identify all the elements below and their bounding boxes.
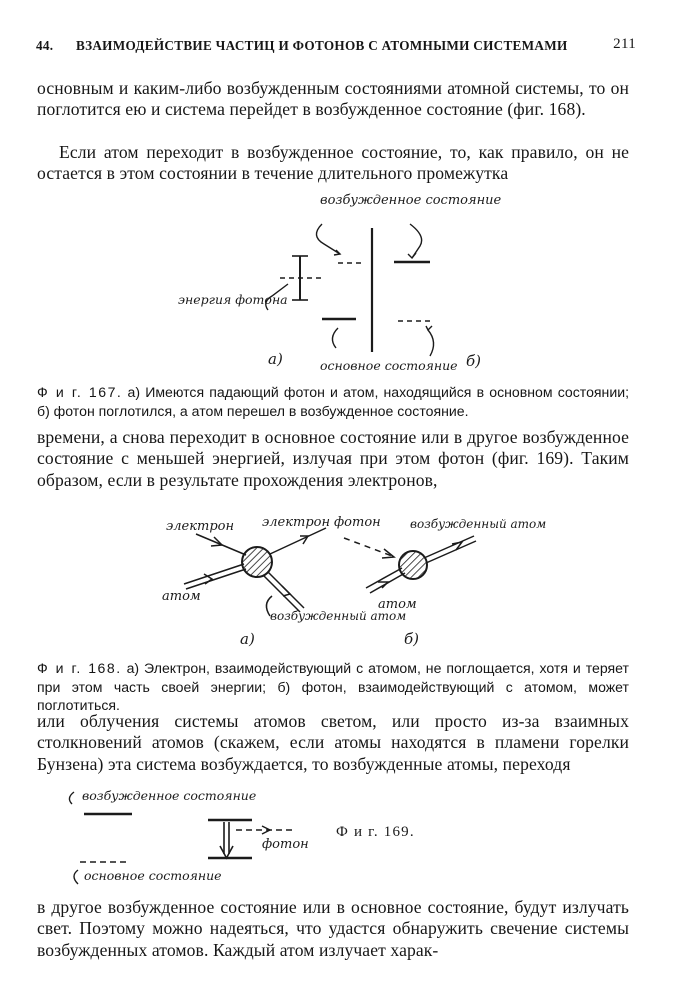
paragraph-3: времени, а снова переходит в основное состояние или в другое возбужденное состояние с меньшей энергией, излучая при этом фотон (фиг. 169). Таким образом, если в результате прохождения электронов,: [37, 427, 629, 490]
fig169-caption: Ф и г. 169.: [336, 824, 415, 840]
paragraph-5: в другое возбужденное состояние или в основное состояние, будут излучать свет. Поэтому можно надеяться, что удастся обнаружить свечение системы возбужденных атомов. Каждый атом излучает харак-: [37, 897, 629, 960]
fig167-part-b: б): [466, 352, 482, 370]
figure-167-caption-text: а) Имеются падающий фотон и атом, находящийся в основном состоянии; б) фотон поглотился, а атом перешел в возбужденное состояние.: [37, 384, 630, 419]
fig168-electron-in-label: электрон: [166, 519, 235, 534]
atom-out-track-b1: [424, 536, 474, 558]
atom-in-track-a2: [186, 569, 246, 589]
fig167-ground-label: основное состояние: [320, 358, 458, 373]
figure-167-drawing: [0, 180, 674, 380]
section-number: 44.: [36, 38, 54, 53]
fig167-part-a: а): [268, 350, 283, 368]
atom-out-track-b2: [426, 541, 476, 563]
atom-b-icon: [399, 551, 427, 579]
figure-169-drawing: [0, 782, 674, 894]
figure-168-drawing: [0, 500, 674, 658]
transition-arrow: [220, 846, 233, 858]
fig168-atom-b-label: атом: [378, 597, 417, 612]
atom-out-track-a2: [264, 576, 300, 612]
figure-168-caption-text: а) Электрон, взаимодействующий с атомом, не поглощается, хотя и теряет при этом часть своей энергии; б) фотон, взаимодействующий с атомом, может поглотиться.: [37, 660, 629, 713]
figure-168: [0, 500, 674, 658]
figure-168-caption-label: Ф и г. 168.: [37, 660, 122, 676]
fig168-part-b: б): [404, 630, 420, 648]
fig169-photon-label: фотон: [262, 837, 309, 852]
atom-a-icon: [242, 547, 272, 577]
fig167-excited-label: возбужденное состояние: [320, 193, 502, 208]
paragraph-1: основным и каким-либо возбужденным состояниями атомной системы, то он поглотится ею и система перейдет в возбужденное состояние (фиг. 168).: [37, 78, 629, 120]
fig169-ground-label: основное состояние: [84, 868, 222, 883]
fig169-excited-label: возбужденное состояние: [82, 788, 257, 803]
electron-out-path: [270, 528, 326, 554]
figure-168-caption: [37, 659, 629, 715]
fig168-photon-label: фотон: [334, 515, 381, 530]
fig168-excited-atom-b-label: возбужденный атом: [410, 517, 547, 531]
atom-in-track-a1: [184, 564, 244, 584]
fig168-part-a: а): [240, 630, 255, 648]
figure-167-caption-label: Ф и г. 167.: [37, 384, 123, 400]
figure-167-caption: [37, 383, 629, 420]
fig168-atom-a-label: атом: [162, 589, 201, 604]
page-number: 211: [613, 36, 636, 52]
fig168-excited-atom-a-label: возбужденный атом: [270, 609, 407, 623]
paragraph-2: Если атом переходит в возбужденное состояние, то, как правило, он не остается в этом состоянии в течение длительного промежутка: [37, 142, 629, 184]
fig167-photon-energy-label: энергия фотона: [178, 292, 288, 307]
figure-169: [0, 782, 674, 894]
photon-path: [344, 538, 392, 556]
fig168-electron-out-label: электрон: [262, 515, 331, 530]
paragraph-4: или облучения системы атомов светом, или просто из-за взаимных столкновений атомов (скажем, если атомы находятся в пламени горелки Бунзена) эта система возбуждается, то возбужденные атомы, переходя: [37, 711, 629, 774]
figure-167: [0, 180, 674, 380]
header-title: ВЗАИМОДЕЙСТВИЕ ЧАСТИЦ И ФОТОНОВ С АТОМНЫМИ СИСТЕМАМИ: [76, 38, 568, 53]
running-header: [36, 38, 636, 60]
